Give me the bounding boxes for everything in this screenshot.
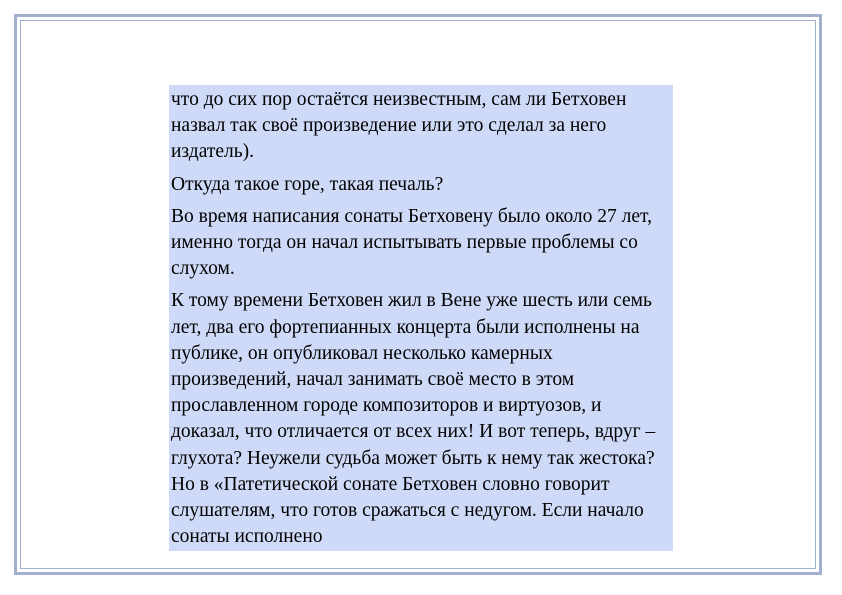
paragraph-vienna: К тому времени Бетховен жил в Вене уже шесть или семь лет, два его фортепианных концерта были исполнены на публике, он опубликовал несколько камерных произведений, начал занимать своё место в этом прославленном городе композиторов и виртуозов, и доказал, что отличается от всех них! И вот теперь, вдруг – глухота? Неужели судьба может быть к нему так жестока? Но в «Патетической сонате Бетховен словно говорит слушателям, что готов сражаться с недугом. Если начало сонаты исполнено <box>171 290 656 548</box>
paragraph-title-origin: что до сих пор остаётся неизвестным, сам ли Бетховен назвал так своё произведение или это сделал за него издатель). <box>171 89 627 163</box>
paragraph-deafness-onset: Во время написания сонаты Бетховену было около 27 лет, именно тогда он начал испытывать первые проблемы со слухом. <box>171 205 652 280</box>
paragraph-question: Откуда такое горе, такая печаль? <box>171 173 444 195</box>
text-box <box>169 85 673 551</box>
